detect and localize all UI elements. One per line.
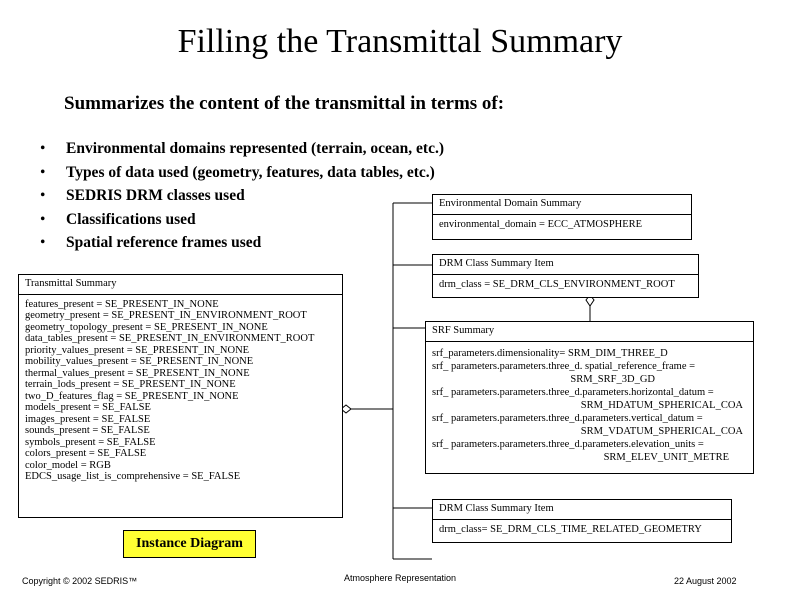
attribute-line: color_model = RGB	[25, 459, 111, 471]
bullet-item: • SEDRIS DRM classes used	[40, 187, 245, 204]
attribute-line: terrain_lods_present = SE_PRESENT_IN_NONE	[25, 379, 236, 390]
box-body	[433, 215, 691, 234]
box-header: Environmental Domain Summary	[433, 195, 691, 215]
attribute-value: SRM_HDATUM_SPHERICAL_COA	[580, 399, 743, 411]
bullet-dot-icon: •	[40, 140, 46, 157]
attribute-line: srf_ parameters.parameters.three_d.parameters.horizontal_datum =	[432, 386, 714, 398]
drm-class-summary-item-box	[432, 254, 699, 298]
attribute-line: thermal_values_present = SE_PRESENT_IN_NONE	[25, 367, 250, 379]
bullet-item: • Environmental domains represented (terrain, ocean, etc.)	[40, 140, 444, 157]
box-body	[19, 295, 342, 486]
bullet-dot-icon: •	[40, 234, 46, 251]
attribute-line: geometry_topology_present = SE_PRESENT_IN_NONE	[25, 321, 268, 333]
bullet-dot-icon: •	[40, 187, 46, 204]
bullet-item: • Classifications used	[40, 210, 196, 228]
attribute-line: symbols_present = SE_FALSE	[25, 436, 156, 448]
bullet-item: • Types of data used (geometry, features, data tables, etc.)	[40, 163, 435, 181]
attribute-line: srf_parameters.dimensionality= SRM_DIM_THREE_D	[432, 347, 668, 359]
attribute-line: two_D_features_flag = SE_PRESENT_IN_NONE	[25, 390, 239, 402]
transmittal-summary-box	[18, 274, 343, 518]
box-body	[426, 342, 753, 468]
attribute-line: drm_class = SE_DRM_CLS_ENVIRONMENT_ROOT	[439, 278, 675, 290]
attribute-line: mobility_values_present = SE_PRESENT_IN_NONE	[25, 356, 254, 367]
attribute-line: priority_values_present = SE_PRESENT_IN_NONE	[25, 344, 250, 356]
attribute-line: features_present = SE_PRESENT_IN_NONE	[25, 298, 219, 310]
box-header: Transmittal Summary	[19, 275, 342, 295]
attribute-line: geometry_present = SE_PRESENT_IN_ENVIRONMENT_ROOT	[25, 310, 307, 321]
attribute-value: SRM_SRF_3D_GD	[570, 373, 655, 385]
attribute-value: SRM_ELEV_UNIT_METRE	[603, 451, 729, 463]
box-header: SRF Summary	[426, 322, 753, 342]
footer-copyright: Copyright © 2002 SEDRIS™	[22, 576, 138, 586]
bullet-dot-icon: •	[40, 163, 46, 181]
box-header: DRM Class Summary Item	[433, 255, 698, 275]
attribute-line: models_present = SE_FALSE	[25, 402, 151, 413]
attribute-line: colors_present = SE_FALSE	[25, 448, 147, 459]
attribute-line: srf_ parameters.parameters.three_d. spatial_reference_frame =	[432, 360, 696, 372]
attribute-line: sounds_present = SE_FALSE	[25, 425, 150, 436]
box-body	[433, 520, 731, 539]
footer-center: Atmosphere Representation	[343, 573, 457, 583]
attribute-line: srf_ parameters.parameters.three_d.parameters.elevation_units =	[432, 438, 704, 450]
box-body	[433, 275, 698, 294]
bullet-dot-icon: •	[40, 210, 46, 228]
attribute-line: drm_class= SE_DRM_CLS_TIME_RELATED_GEOMETRY	[439, 523, 702, 535]
srf-summary-box	[425, 321, 754, 474]
bullet-item: • Spatial reference frames used	[40, 234, 262, 251]
attribute-value: SRM_VDATUM_SPHERICAL_COA	[580, 425, 743, 437]
environmental-domain-summary-box	[432, 194, 692, 240]
attribute-line: environmental_domain = ECC_ATMOSPHERE	[439, 218, 643, 230]
instance-diagram-label: Instance Diagram	[123, 530, 256, 558]
footer-date: 22 August 2002	[674, 576, 737, 586]
subtitle: Summarizes the content of the transmittal in terms of:	[64, 93, 505, 114]
attribute-line: EDCS_usage_list_is_comprehensive = SE_FALSE	[25, 471, 241, 482]
drm-class-summary-item-box	[432, 499, 732, 543]
attribute-line: data_tables_present = SE_PRESENT_IN_ENVIRONMENT_ROOT	[25, 333, 315, 344]
box-header: DRM Class Summary Item	[433, 500, 731, 520]
attribute-line: srf_ parameters.parameters.three_d.parameters.vertical_datum =	[432, 412, 703, 424]
page-title: Filling the Transmittal Summary	[177, 23, 623, 60]
attribute-line: images_present = SE_FALSE	[25, 413, 151, 425]
